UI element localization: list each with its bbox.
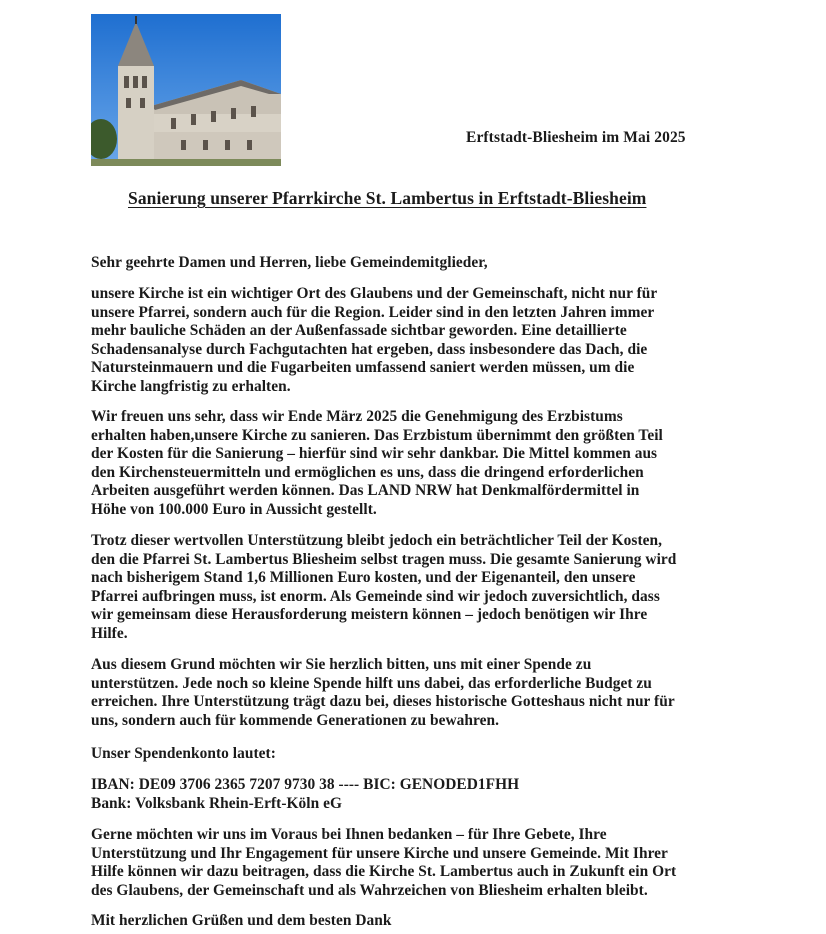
- paragraph-1: [91, 285, 731, 397]
- salutation-line: Sehr geehrte Damen und Herren, liebe Gemeindemitglieder,: [91, 254, 488, 271]
- church-photo-icon: [91, 14, 281, 166]
- text-line: Aus diesem Grund möchten wir Sie herzlich bitten, uns mit einer Spende zu: [91, 656, 592, 673]
- text-line: Kirche langfristig zu erhalten.: [91, 377, 291, 395]
- text-line: den die Pfarrei St. Lambertus Bliesheim selbst tragen muss. Die gesamte Sanierung wird: [91, 550, 677, 568]
- paragraph-2: [91, 408, 731, 520]
- text-line: unterstützen. Jede noch so kleine Spende hilft uns dabei, das erforderliche Budget zu: [91, 674, 652, 692]
- text-line: erhalten haben,unsere Kirche zu sanieren. Das Erzbistum übernimmt den größten Teil: [91, 426, 663, 444]
- text-line: Unterstützung und Ihr Engagement für unsere Kirche und unsere Gemeinde. Mit Ihrer: [91, 844, 668, 862]
- text-line: uns, sondern auch für kommende Generationen zu bewahren.: [91, 711, 499, 729]
- text-line: den Kirchensteuermitteln und ermöglichen es uns, dass die dringend erforderlichen: [91, 463, 644, 481]
- text-line: erreichen. Ihre Unterstützung trägt dazu bei, dieses historische Gotteshaus nicht nur für: [91, 693, 675, 711]
- page-title: Sanierung unserer Pfarrkirche St. Lambertus in Erftstadt-Bliesheim: [128, 188, 647, 208]
- text-line: Höhe von 100.000 Euro in Aussicht gestellt.: [91, 500, 377, 518]
- text-line: Arbeiten ausgeführt werden können. Das LAND NRW hat Denkmalfördermittel in: [91, 482, 640, 500]
- dateline: Erftstadt-Bliesheim im Mai 2025: [466, 129, 686, 146]
- closing-paragraph: [91, 826, 731, 900]
- text-line: Gerne möchten wir uns im Voraus bei Ihnen bedanken – für Ihre Gebete, Ihre: [91, 826, 607, 843]
- text-line: Schadensanalyse durch Fachgutachten hat ergeben, dass insbesondere das Dach, die: [91, 340, 648, 358]
- bank-line: Bank: Volksbank Rhein-Erft-Köln eG: [91, 794, 343, 812]
- text-line: Trotz dieser wertvollen Unterstützung bleibt jedoch ein beträchtlicher Teil der Kosten,: [91, 532, 663, 549]
- text-line: wir gemeinsam diese Herausforderung meistern können – jedoch benötigen wir Ihre: [91, 606, 648, 624]
- text-line: Hilfe können wir dazu beitragen, dass die Kirche St. Lambertus auch in Zukunft ein Ort: [91, 863, 677, 881]
- account-intro: [91, 745, 731, 764]
- text-line: mehr bauliche Schäden an der Außenfassade sichtbar geworden. Eine detaillierte: [91, 322, 627, 340]
- text-line: unsere Kirche ist ein wichtiger Ort des Glaubens und der Gemeinschaft, nicht nur für: [91, 285, 658, 302]
- account-details: [91, 776, 731, 813]
- text-line: Pfarrei aufbringen muss, ist enorm. Als Gemeinde sind wir jedoch zuversichtlich, dass: [91, 587, 660, 605]
- salutation: [91, 254, 731, 273]
- text-line: nach bisherigem Stand 1,6 Millionen Euro kosten, und der Eigenanteil, den unsere: [91, 569, 636, 587]
- signoff: [91, 912, 731, 931]
- signoff-line: Mit herzlichen Grüßen und dem besten Dank: [91, 912, 392, 929]
- paragraph-3: [91, 532, 731, 644]
- iban-line: IBAN: DE09 3706 2365 7207 9730 38 ---- BIC: GENODED1FHH: [91, 776, 520, 793]
- text-line: Natursteinmauern und die Fugarbeiten umfassend saniert werden müssen, um die: [91, 359, 635, 377]
- paragraph-4: [91, 656, 731, 730]
- text-line: Wir freuen uns sehr, dass wir Ende März 2025 die Genehmigung des Erzbistums: [91, 408, 623, 425]
- text-line: des Glaubens, der Gemeinschaft und als Wahrzeichen von Bliesheim erhalten bleibt.: [91, 881, 648, 899]
- text-line: unsere Pfarrei, sondern auch für die Region. Leider sind in den letzten Jahren immer: [91, 303, 655, 321]
- text-line: Hilfe.: [91, 624, 128, 642]
- text-line: der Kosten für die Sanierung – hierfür sind wir sehr dankbar. Die Mittel kommen aus: [91, 445, 658, 463]
- account-intro-line: Unser Spendenkonto lautet:: [91, 745, 276, 762]
